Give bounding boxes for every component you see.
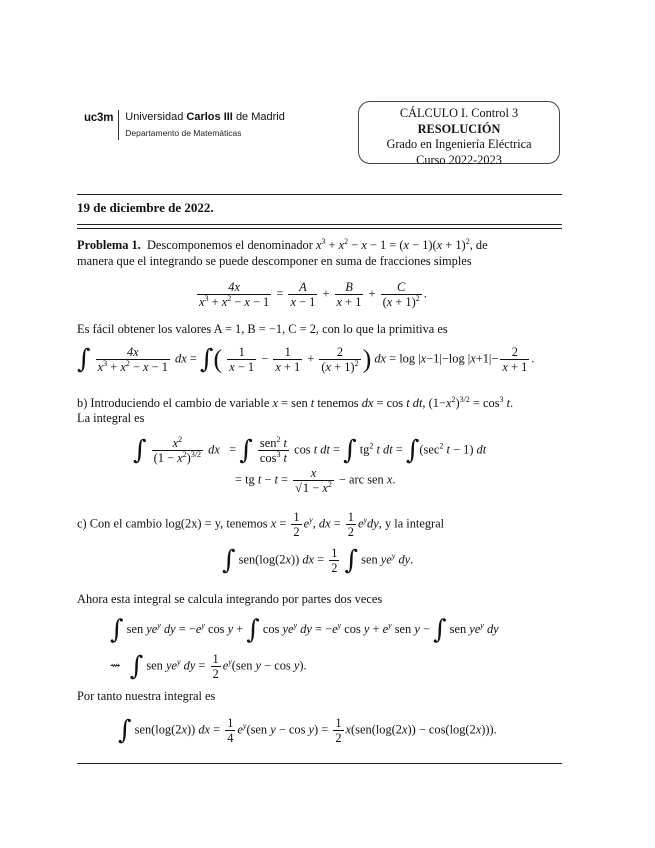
parts-line: Ahora esta integral se calcula integrando por partes dos veces	[77, 592, 383, 606]
equation-primitive: ∫ $\frac{4x}{x^3 + x^2 - x - 1}$ dx = ∫( $\frac{1}{x - 1}$ − $\frac{1}{x + 1}$ + $\frac{2}{(x + 1)^2}$ ) dx = log |x−1|−log |x+1|− $\frac{2}{x + 1}$ .	[77, 344, 535, 375]
course-title-box	[358, 101, 560, 167]
equation-final: ∫ sen(log(2x)) dx = $\frac{1}{4}$ $e^y(sen$ y − cos y) = $\frac{1}{2}$ x(sen(log(2x)) − cos(log(2x))).	[118, 715, 497, 746]
part-c-line: c) Con el cambio log(2x) = y, tenemos x = $\frac{1}{2}$ $e^y$, dx = $\frac{1}{2}$ $e^ydy$, y la integral	[77, 510, 445, 539]
part-b-line1: b) Introduciendo el cambio de variable x = sen t tenemos dx = cos t dt, $(1-x^2)^{3/2} = \cos^3 t$.	[77, 395, 514, 410]
equation-partial-fractions: $\frac{4x}{x^3 + x^2 - x - 1}$ = $\frac{A}{x - 1}$ + $\frac{B}{x + 1}$ + $\frac{C}{(x + 1)^2}$ .	[199, 280, 427, 309]
equation-part-b-2: = tg t − t = $\frac{x}{√1 - x^2}$ − arc sen x.	[235, 466, 396, 495]
exam-date: 19 de diciembre de 2022.	[77, 200, 214, 215]
bottom-rule	[77, 763, 562, 764]
final-line: Por tanto nuestra integral es	[77, 689, 216, 703]
degree-name: Grado en Ingeniería Eléctrica	[386, 137, 532, 151]
problem-intro-line2: manera que el integrando se puede descomponer en suma de fracciones simples	[77, 254, 472, 268]
part-b-line2: La integral es	[77, 411, 145, 425]
academic-year: Curso 2022-2023	[416, 152, 502, 167]
equation-part-c: ∫ sen(log(2x)) dx = $\frac{1}{2}$ ∫ sen $ye^y$ dy.	[222, 545, 414, 576]
top-rule	[77, 194, 562, 195]
course-title: CÁLCULO I. Control 3	[399, 106, 519, 120]
department-name: Departamento de Matemáticas	[125, 128, 242, 138]
problem-label: Problema 1.	[77, 238, 141, 252]
date-rule-1	[77, 224, 562, 225]
equation-parts-1: ∫ sen $ye^y$ dy = $-e^y$ cos y + ∫ $\cos ye^y$ dy = $-e^y$ $\cos y + e^y$ sen y − ∫ sen $ye^y$ dy	[110, 615, 499, 646]
resolution-label: RESOLUCIÓN	[417, 121, 501, 136]
university-name: Universidad Carlos III de Madrid	[125, 111, 285, 123]
date-rule-2	[77, 228, 562, 229]
problem-intro: Problema 1. Descomponemos el denominador $x^3 + x^2 - x - 1 = (x - 1)(x + 1)^2$, de	[77, 237, 488, 252]
equation-part-b-1: ∫ $\frac{x^2}{(1 - x^2)^{3/2}}$ dx = ∫ $\frac{sen^2 t}{\cos^3 t}$ cos t dt = ∫ $tg^2$ t dt = $\int(\sec^2$ t − 1) dt	[133, 435, 487, 466]
equation-parts-2: ⇝ ∫ sen $ye^y$ dy = $\frac{1}{2}$ $e^y(sen$ y − cos y).	[110, 651, 307, 682]
university-logo	[84, 110, 285, 140]
logo-divider	[118, 110, 119, 140]
logo-mark: uc3m	[84, 112, 114, 124]
values-line: Es fácil obtener los valores A = 1, B = −1, C = 2, con lo que la primitiva es	[77, 322, 448, 336]
